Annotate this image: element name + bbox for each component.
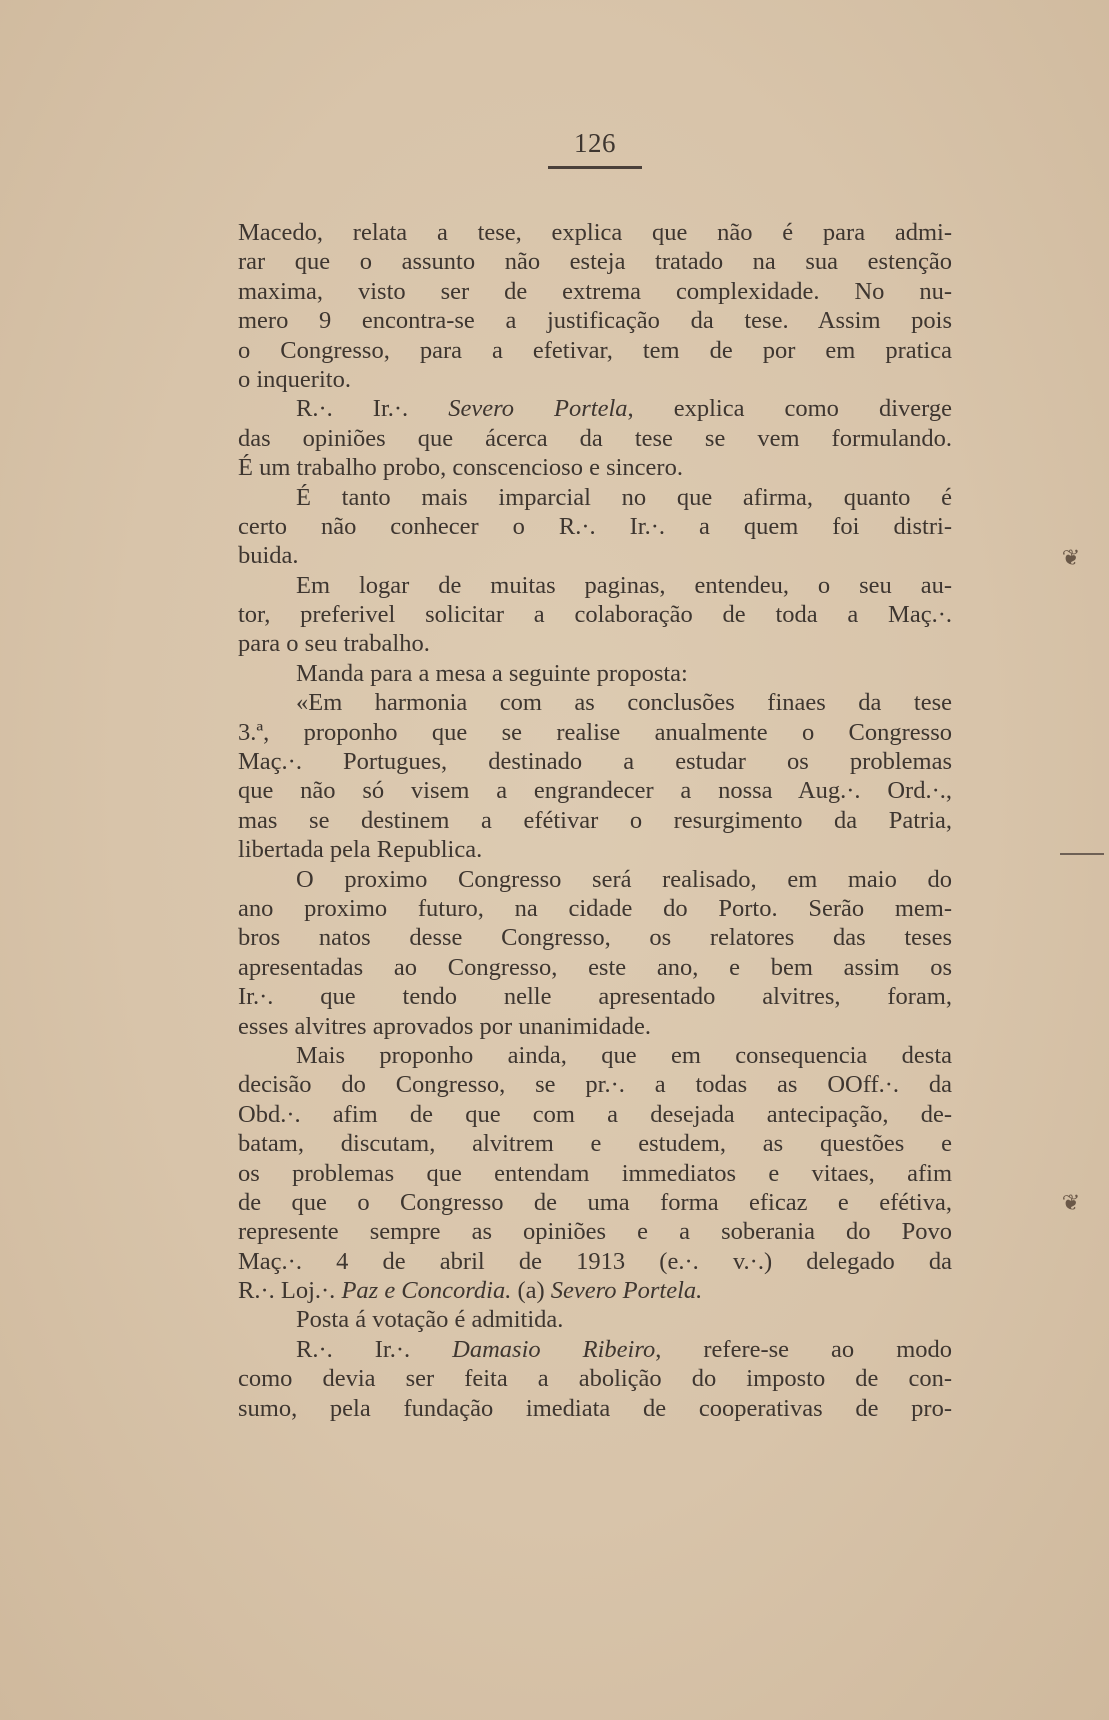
margin-ink-mark: ❦ — [1061, 1190, 1081, 1215]
text-line: esses alvitres aprovados por unanimidade. — [238, 1012, 651, 1040]
text-line: Maç.·. 4 de abril de 1913 (e.·. v.·.) delegado da — [238, 1247, 952, 1275]
text-line: Mais proponho ainda, que em consequencia desta — [296, 1041, 952, 1069]
text-line: Macedo, relata a tese, explica que não é para admi- — [238, 219, 952, 246]
text-line: Maç.·. Portugues, destinado a estudar os problemas — [238, 748, 952, 776]
body-text — [238, 218, 952, 1423]
text-line: maxima, visto ser de extrema complexidade. No nu- — [238, 277, 952, 305]
italic-name: Damasio Ribeiro — [452, 1335, 656, 1363]
text-line: «Em harmonia com as conclusões finaes da tese — [296, 689, 952, 717]
text-line: Posta á votação é admitida. — [296, 1306, 564, 1334]
text-line: Em logar de muitas paginas, entendeu, o seu au- — [296, 571, 952, 599]
text-line: decisão do Congresso, se pr.·. a todas as OOff.·. da — [238, 1071, 952, 1099]
italic-name: Severo Portela — [448, 395, 628, 423]
text-line: Obd.·. afim de que com a desejada antecipação, de- — [238, 1100, 952, 1128]
text-line: como devia ser feita a abolição do imposto de con- — [238, 1365, 952, 1393]
text-line: certo não conhecer o R.·. Ir.·. a quem foi distri- — [238, 512, 952, 540]
text-line: sumo, pela fundação imediata de cooperativas de pro- — [238, 1394, 952, 1422]
text-line: buida. — [238, 542, 299, 570]
margin-ink-dash — [1060, 853, 1104, 855]
text-line: R.·. Loj.·. Paz e Concordia. (a) Severo Portela. — [238, 1277, 703, 1305]
text-line: R.·. Ir.·. Damasio Ribeiro, refere-se ao modo — [296, 1335, 952, 1363]
text-line: ano proximo futuro, na cidade do Porto. Serão mem- — [238, 894, 952, 922]
italic-name: Severo Portela. — [550, 1277, 703, 1305]
italic-name: Paz e Concordia. — [341, 1277, 512, 1305]
text-line: Manda para a mesa a seguinte proposta: — [296, 659, 688, 687]
text-line: apresentadas ao Congresso, este ano, e bem assim os — [238, 953, 952, 981]
margin-ink-mark: ❦ — [1061, 545, 1081, 570]
text-line: das opiniões que ácerca da tese se vem formulando. — [238, 424, 952, 452]
page-number: 126 — [574, 128, 616, 158]
text-line: represente sempre as opiniões e a soberania do Povo — [238, 1218, 952, 1246]
text-line: mero 9 encontra-se a justificação da tese. Assim pois — [238, 307, 952, 335]
text-line: mas se destinem a efétivar o resurgimento da Patria, — [238, 806, 952, 834]
text-line: os problemas que entendam immediatos e vitaes, afim — [238, 1159, 952, 1187]
text-line: o Congresso, para a efetivar, tem de por em pratica — [238, 336, 952, 364]
text-line: O proximo Congresso será realisado, em maio do — [296, 865, 952, 893]
page-number-rule — [548, 166, 642, 169]
text-line: tor, preferivel solicitar a colaboração de toda a Maç.·. — [238, 601, 952, 629]
text-line: bros natos desse Congresso, os relatores das teses — [238, 924, 952, 952]
text-line: para o seu trabalho. — [238, 630, 430, 658]
text-line: libertada pela Republica. — [238, 836, 483, 864]
text-line: o inquerito. — [238, 365, 351, 393]
text-line: É um trabalho probo, conscencioso e sincero. — [238, 454, 683, 482]
text-line: 3.ª, proponho que se realise anualmente o Congresso — [238, 718, 952, 746]
text-line: batam, discutam, alvitrem e estudem, as questões e — [238, 1130, 952, 1158]
text-line: que não só visem a engrandecer a nossa Aug.·. Ord.·., — [238, 777, 952, 805]
text-line: de que o Congresso de uma forma eficaz e efétiva, — [238, 1188, 952, 1216]
text-line: R.·. Ir.·. Severo Portela, explica como diverge — [296, 395, 952, 423]
text-line: É tanto mais imparcial no que afirma, quanto é — [296, 483, 952, 511]
text-line: Ir.·. que tendo nelle apresentado alvitres, foram, — [238, 983, 952, 1011]
text-line: rar que o assunto não esteja tratado na sua estenção — [238, 248, 952, 276]
